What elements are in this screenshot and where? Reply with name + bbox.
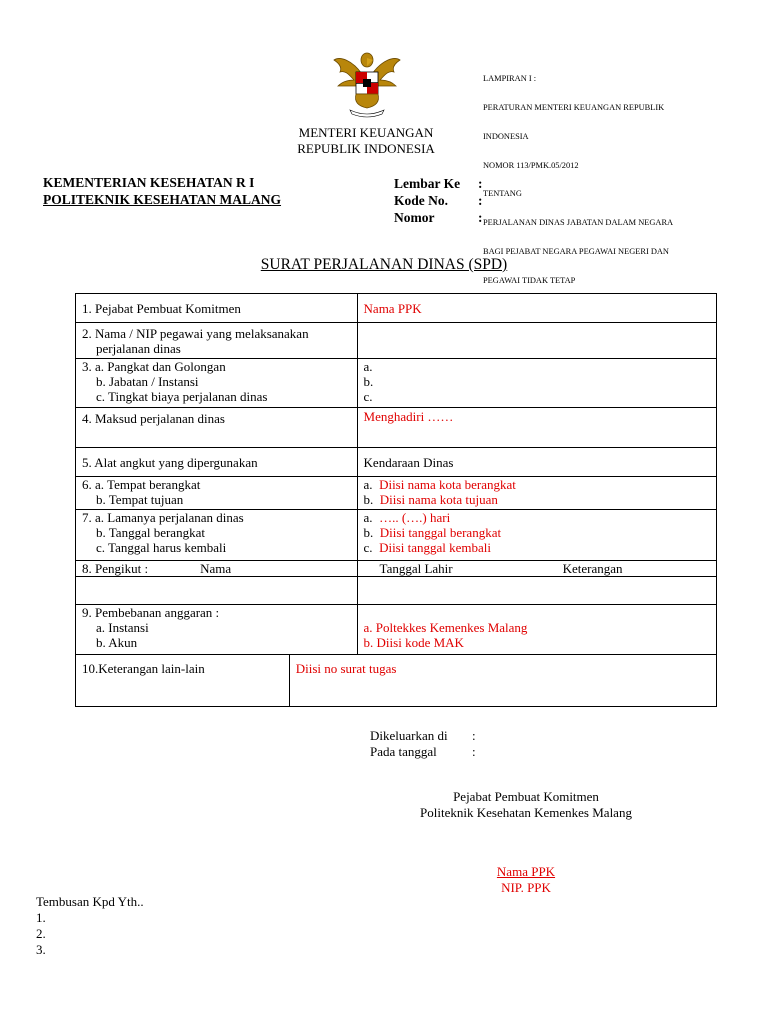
pada-tanggal-label: Pada tanggal	[370, 744, 437, 759]
table-row	[76, 510, 717, 561]
separator: :	[478, 176, 483, 191]
value-line: b.	[363, 374, 374, 389]
nomor-label: Nomor	[394, 210, 435, 225]
row-value: Nama PPK	[357, 294, 716, 323]
row-value: Diisi no surat tugas	[289, 655, 716, 707]
ppk-nip: NIP. PPK	[501, 880, 551, 895]
value-line: c.	[363, 389, 373, 404]
separator: :	[472, 728, 476, 743]
row-label	[76, 477, 358, 510]
ministry-header	[250, 125, 482, 157]
lampiran-line: LAMPIRAN I :	[483, 74, 537, 84]
lampiran-line: PERATURAN MENTERI KEUANGAN REPUBLIK	[483, 102, 665, 112]
item-marker: b.	[363, 492, 374, 507]
lampiran-line: PEGAWAI TIDAK TETAP	[483, 275, 576, 285]
item-marker: b.	[363, 525, 374, 540]
value-text: Diisi nama kota berangkat	[379, 477, 516, 492]
table-row	[76, 605, 717, 655]
row-label: 4. Maksud perjalanan dinas	[76, 408, 358, 448]
row-value	[357, 577, 716, 605]
kode-label: Kode No.	[394, 193, 448, 208]
value-text: Diisi tanggal kembali	[379, 540, 491, 555]
item-marker: a.	[363, 510, 373, 525]
value-text: Diisi nama kota tujuan	[379, 492, 498, 507]
label-line: b. Akun	[96, 635, 138, 650]
tembusan-item: 3.	[36, 942, 46, 957]
row-label: 5. Alat angkut yang dipergunakan	[76, 448, 358, 477]
lampiran-line: NOMOR 113/PMK.05/2012	[483, 160, 579, 170]
row-label	[76, 561, 358, 577]
item-marker: a.	[363, 477, 373, 492]
signatory-title: Pejabat Pembuat Komitmen	[453, 789, 599, 804]
row-label	[76, 577, 358, 605]
org-unit: POLITEKNIK KESEHATAN MALANG	[43, 192, 282, 207]
value-text: ….. (….) hari	[379, 510, 451, 525]
separator: :	[478, 193, 483, 208]
label-line: b. Tempat tujuan	[96, 492, 184, 507]
tembusan-item: 1.	[36, 910, 46, 925]
pengikut-label: 8. Pengikut :	[82, 561, 149, 576]
row-value: Kendaraan Dinas	[357, 448, 716, 477]
row-value	[357, 605, 716, 655]
lampiran-line: BAGI PEJABAT NEGARA PEGAWAI NEGERI DAN	[483, 246, 669, 256]
row-label: 1. Pejabat Pembuat Komitmen	[76, 294, 358, 323]
signatory-institution: Politeknik Kesehatan Kemenkes Malang	[420, 805, 632, 820]
value-line: b. Diisi kode MAK	[363, 635, 464, 650]
row-value	[357, 323, 716, 359]
row-label	[76, 510, 358, 561]
label-line: 9. Pembebanan anggaran :	[82, 605, 220, 620]
row-value	[357, 359, 716, 408]
spd-table	[75, 293, 717, 707]
label-line: c. Tanggal harus kembali	[96, 540, 227, 555]
value-line: a. Poltekkes Kemenkes Malang	[363, 620, 528, 635]
label-line: 2. Nama / NIP pegawai yang melaksanakan	[82, 326, 309, 341]
row-value: Menghadiri ……	[357, 408, 716, 448]
label-line: c. Tingkat biaya perjalanan dinas	[96, 389, 268, 404]
table-row	[76, 655, 717, 707]
tembusan-item: 2.	[36, 926, 46, 941]
separator: :	[472, 744, 476, 759]
tembusan-title: Tembusan Kpd Yth..	[36, 894, 144, 909]
dikeluarkan-label: Dikeluarkan di	[370, 728, 448, 743]
separator: :	[478, 210, 483, 225]
table-row	[76, 577, 717, 605]
lampiran-line: TENTANG	[483, 189, 522, 199]
row-label	[76, 323, 358, 359]
label-line: b. Jabatan / Instansi	[96, 374, 199, 389]
row-value	[357, 561, 716, 577]
row-label	[76, 605, 358, 655]
table-row	[76, 323, 717, 359]
org-name: KEMENTERIAN KESEHATAN R I	[43, 175, 255, 190]
lampiran-line: INDONESIA	[483, 131, 529, 141]
organization-block	[43, 174, 281, 208]
table-row	[76, 408, 717, 448]
lampiran-line: PERJALANAN DINAS JABATAN DALAM NEGARA	[483, 218, 674, 228]
lembar-label: Lembar Ke	[394, 176, 461, 191]
item-marker: c.	[363, 540, 373, 555]
ministry-line: MENTERI KEUANGAN	[298, 125, 434, 140]
label-line: 3. a. Pangkat dan Golongan	[82, 359, 226, 374]
keterangan-header: Keterangan	[562, 561, 623, 576]
label-line: perjalanan dinas	[96, 341, 181, 356]
garuda-emblem-icon	[332, 46, 402, 118]
table-row	[76, 561, 717, 577]
table-row	[76, 294, 717, 323]
table-row	[76, 448, 717, 477]
issued-block	[370, 728, 476, 760]
nama-header: Nama	[200, 561, 232, 576]
label-line: 7. a. Lamanya perjalanan dinas	[82, 510, 244, 525]
value-text: Diisi tanggal berangkat	[379, 525, 502, 540]
ministry-line: REPUBLIK INDONESIA	[297, 141, 435, 156]
label-line: b. Tanggal berangkat	[96, 525, 205, 540]
tembusan-block	[36, 894, 144, 958]
document-title: SURAT PERJALANAN DINAS (SPD)	[260, 256, 508, 273]
document-fields	[394, 175, 483, 226]
row-label: 10.Keterangan lain-lain	[76, 655, 290, 707]
value-line: a.	[363, 359, 373, 374]
row-value	[357, 477, 716, 510]
row-value	[357, 510, 716, 561]
label-line: a. Instansi	[96, 620, 149, 635]
signature-name-block	[420, 864, 632, 896]
row-label	[76, 359, 358, 408]
signatory-block	[330, 789, 722, 821]
ppk-name: Nama PPK	[496, 864, 556, 879]
table-row	[76, 477, 717, 510]
tanggal-lahir-header: Tanggal Lahir	[379, 561, 453, 576]
table-row	[76, 359, 717, 408]
label-line: 6. a. Tempat berangkat	[82, 477, 201, 492]
